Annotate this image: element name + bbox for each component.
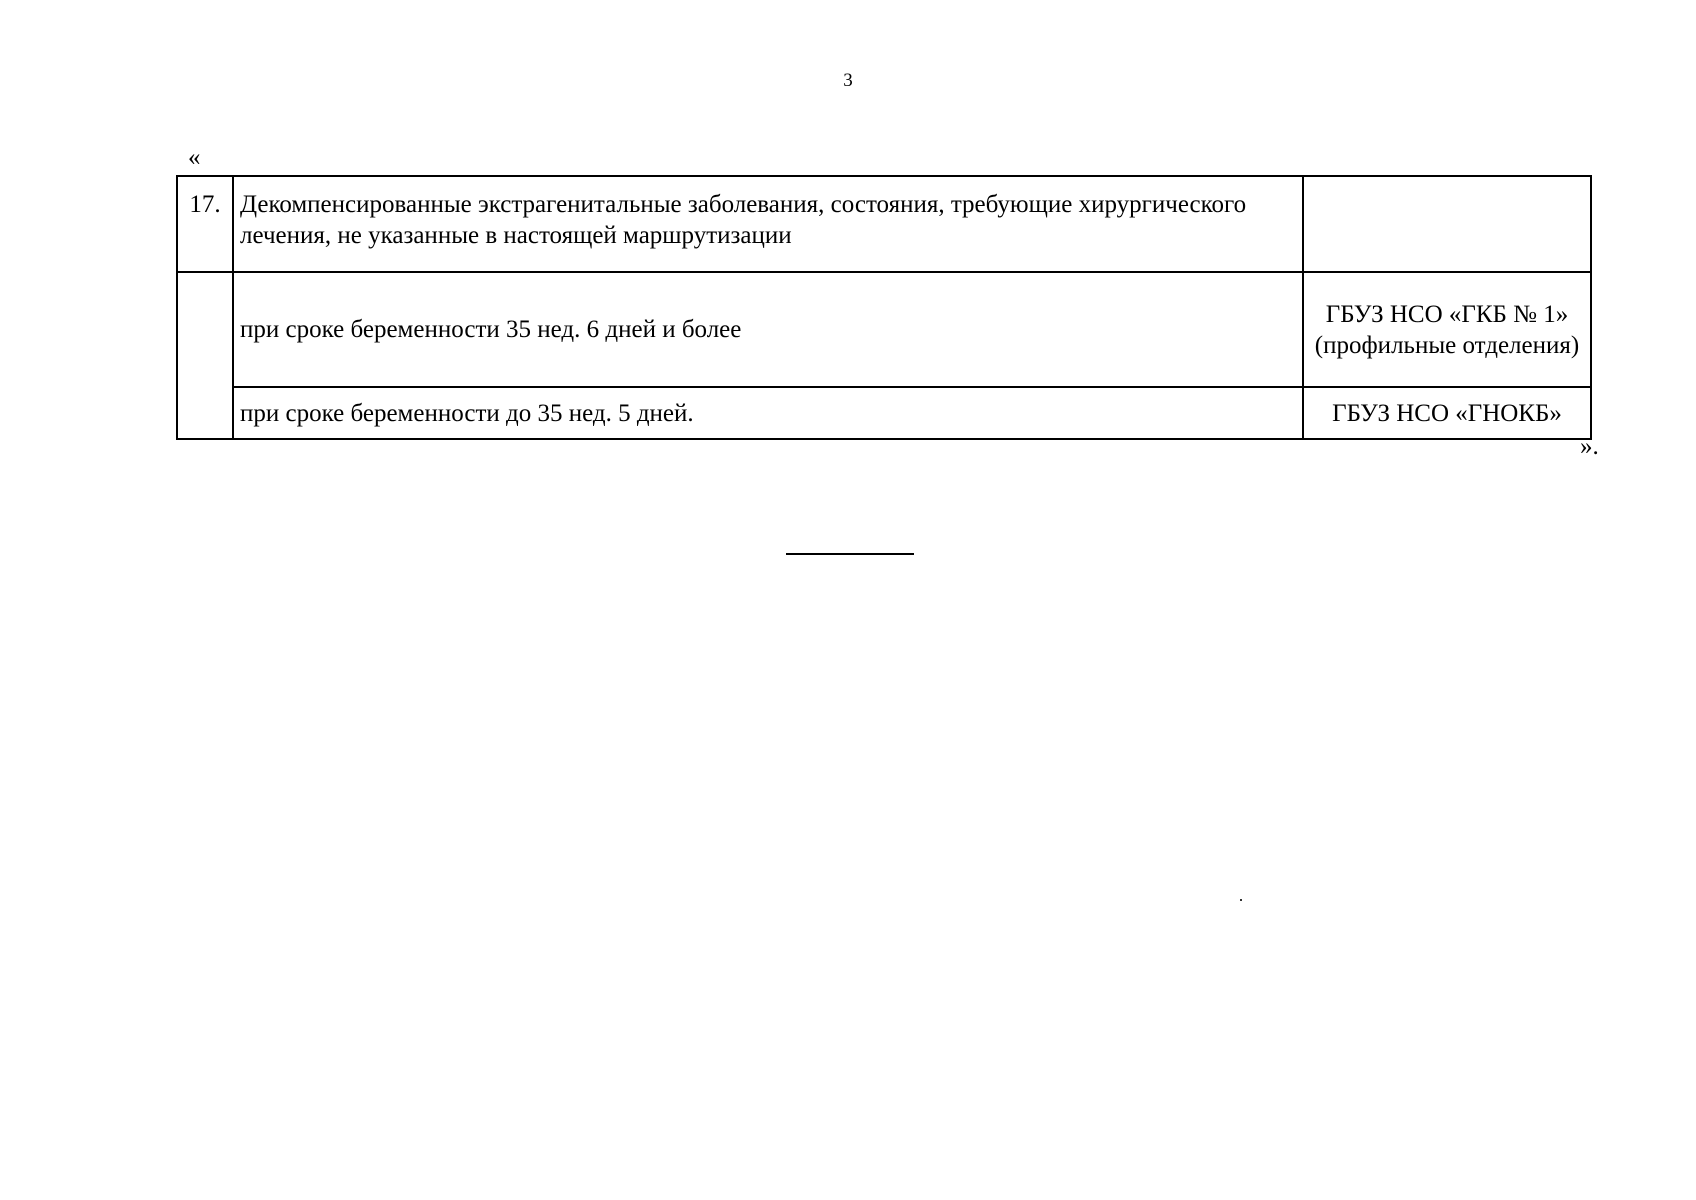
table-row — [177, 272, 1591, 387]
institution-cell — [1303, 176, 1591, 272]
opening-quote-mark: « — [188, 144, 201, 171]
row-number-cell: 17. — [177, 176, 233, 272]
table-row — [177, 176, 1591, 272]
end-separator-line — [786, 553, 914, 555]
page-number: 3 — [843, 70, 853, 91]
scan-speck — [1240, 899, 1242, 901]
condition-description-cell: при сроке беременности до 35 нед. 5 дней. — [233, 387, 1303, 439]
row-number-cell — [177, 272, 233, 439]
institution-cell: ГБУЗ НСО «ГНОКБ» — [1303, 387, 1591, 439]
closing-quote-mark: ». — [1580, 433, 1599, 460]
condition-description-cell: Декомпенсированные экстрагенитальные заболевания, состояния, требующие хирургического лечения, не указанные в настоящей маршрутизации — [233, 176, 1303, 272]
institution-cell: ГБУЗ НСО «ГКБ № 1» (профильные отделения) — [1303, 272, 1591, 387]
condition-description-cell: при сроке беременности 35 нед. 6 дней и более — [233, 272, 1303, 387]
routing-table — [176, 175, 1592, 440]
table-row — [177, 387, 1591, 439]
